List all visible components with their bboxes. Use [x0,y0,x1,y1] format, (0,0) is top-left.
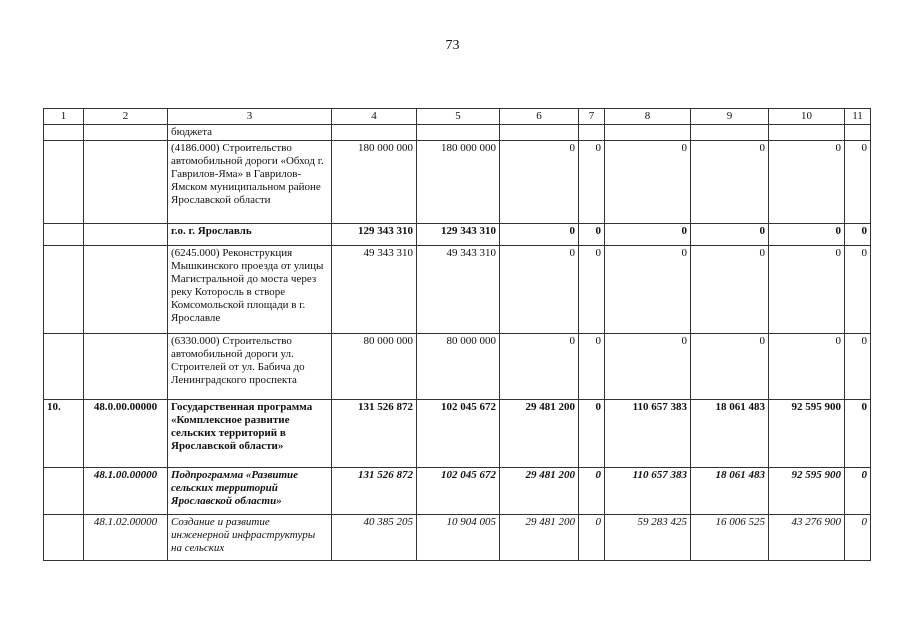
value-cell: 29 481 200 [500,400,579,468]
value-cell: 0 [845,515,871,561]
value-cell: 49 343 310 [417,246,500,334]
table-row [44,246,871,334]
table-row [44,468,871,515]
table-row [44,224,871,246]
value-cell [579,125,605,141]
value-cell: 110 657 383 [605,400,691,468]
value-cell: 0 [605,334,691,400]
row-number-cell [44,334,84,400]
col-header: 6 [500,109,579,125]
row-number-cell [44,468,84,515]
value-cell: 40 385 205 [332,515,417,561]
value-cell: 29 481 200 [500,515,579,561]
col-header: 11 [845,109,871,125]
value-cell: 0 [500,334,579,400]
table-row [44,141,871,224]
value-cell: 59 283 425 [605,515,691,561]
value-cell: 0 [500,141,579,224]
row-number-cell [44,515,84,561]
value-cell: 129 343 310 [417,224,500,246]
value-cell: 129 343 310 [332,224,417,246]
value-cell: 43 276 900 [769,515,845,561]
description-cell: (6330.000) Строительство автомобильной дороги ул. Строителей от ул. Бабича до Ленинградского проспекта [168,334,332,400]
value-cell: 0 [845,468,871,515]
program-code-cell [84,224,168,246]
value-cell: 92 595 900 [769,468,845,515]
value-cell [417,125,500,141]
value-cell: 0 [845,246,871,334]
value-cell: 0 [605,246,691,334]
col-header: 10 [769,109,845,125]
value-cell: 0 [579,246,605,334]
value-cell: 0 [579,515,605,561]
value-cell: 0 [579,400,605,468]
page-number: 73 [445,38,460,53]
value-cell [500,125,579,141]
value-cell: 0 [579,224,605,246]
row-number-cell [44,246,84,334]
description-cell: Создание и развитие инженерной инфраструктуры на сельских [168,515,332,561]
col-header: 9 [691,109,769,125]
value-cell [691,125,769,141]
col-header: 5 [417,109,500,125]
table-row [44,515,871,561]
program-code-cell: 48.0.00.00000 [84,400,168,468]
header-row [44,109,871,125]
value-cell: 49 343 310 [332,246,417,334]
value-cell: 180 000 000 [417,141,500,224]
table-row [44,125,871,141]
program-code-cell: 48.1.02.00000 [84,515,168,561]
col-header: 1 [44,109,84,125]
description-cell: бюджета [168,125,332,141]
budget-table [43,108,871,561]
value-cell: 0 [691,224,769,246]
value-cell: 0 [769,246,845,334]
value-cell: 0 [691,246,769,334]
value-cell: 0 [579,141,605,224]
row-number-cell [44,125,84,141]
value-cell: 131 526 872 [332,400,417,468]
value-cell: 180 000 000 [332,141,417,224]
value-cell: 102 045 672 [417,400,500,468]
value-cell: 0 [691,141,769,224]
value-cell: 80 000 000 [417,334,500,400]
value-cell: 0 [500,224,579,246]
value-cell: 10 904 005 [417,515,500,561]
value-cell: 0 [769,334,845,400]
value-cell: 0 [769,224,845,246]
col-header: 7 [579,109,605,125]
description-cell: Подпрограмма «Развитие сельских территорий Ярославской области» [168,468,332,515]
value-cell: 0 [500,246,579,334]
value-cell: 102 045 672 [417,468,500,515]
program-code-cell [84,141,168,224]
value-cell: 0 [579,468,605,515]
value-cell: 16 006 525 [691,515,769,561]
description-cell: г.о. г. Ярославль [168,224,332,246]
value-cell: 18 061 483 [691,400,769,468]
value-cell: 0 [605,141,691,224]
program-code-cell: 48.1.00.00000 [84,468,168,515]
value-cell: 0 [691,334,769,400]
description-cell: (4186.000) Строительство автомобильной дороги «Обход г. Гаврилов-Яма» в Гаврилов-Ямском муниципальном районе Ярославской области [168,141,332,224]
program-code-cell [84,125,168,141]
value-cell [605,125,691,141]
program-code-cell [84,246,168,334]
col-header: 3 [168,109,332,125]
value-cell: 0 [769,141,845,224]
value-cell: 0 [605,224,691,246]
value-cell: 0 [845,141,871,224]
table-row [44,334,871,400]
value-cell: 80 000 000 [332,334,417,400]
col-header: 2 [84,109,168,125]
value-cell: 0 [579,334,605,400]
col-header: 4 [332,109,417,125]
row-number-cell [44,224,84,246]
value-cell [845,125,871,141]
row-number-cell: 10. [44,400,84,468]
value-cell [769,125,845,141]
value-cell: 29 481 200 [500,468,579,515]
value-cell: 92 595 900 [769,400,845,468]
row-number-cell [44,141,84,224]
value-cell: 131 526 872 [332,468,417,515]
value-cell [332,125,417,141]
program-code-cell [84,334,168,400]
value-cell: 110 657 383 [605,468,691,515]
description-cell: Государственная программа «Комплексное развитие сельских территорий в Ярославской области» [168,400,332,468]
description-cell: (6245.000) Реконструкция Мышкинского проезда от улицы Магистральной до моста через реку Которосль в створе Комсомольской площади в г. Ярославле [168,246,332,334]
table-row [44,400,871,468]
col-header: 8 [605,109,691,125]
value-cell: 0 [845,400,871,468]
value-cell: 0 [845,224,871,246]
value-cell: 18 061 483 [691,468,769,515]
value-cell: 0 [845,334,871,400]
